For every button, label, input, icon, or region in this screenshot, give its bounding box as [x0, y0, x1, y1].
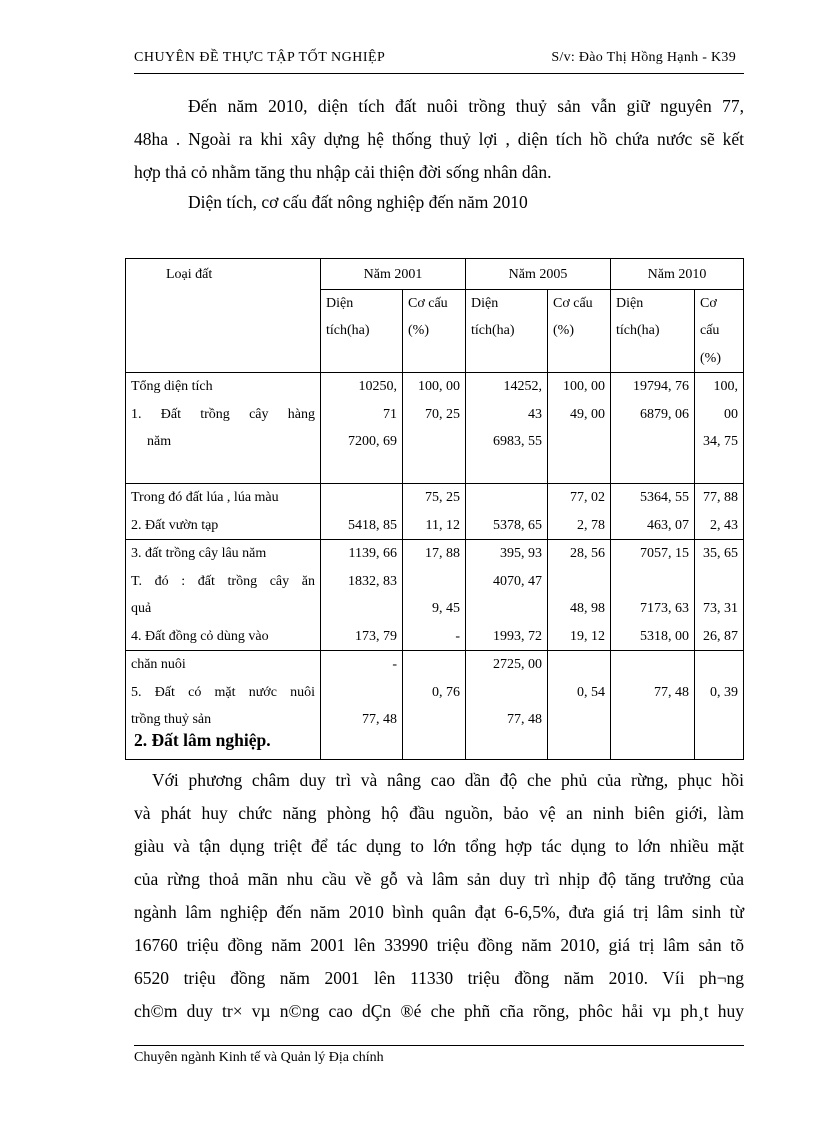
- cell: 75, 25 11, 12: [403, 484, 466, 540]
- paragraph-forestry: [134, 764, 744, 1028]
- cell: 77, 02 2, 78: [548, 484, 611, 540]
- row-label: 3. đất trồng cây lâu năm T. đó : đất trồng cây ăn quả 4. Đất đồng cỏ dùng vào: [126, 540, 321, 651]
- cell: 5418, 85: [321, 484, 403, 540]
- table-row: [126, 484, 744, 540]
- cell: 0, 76: [403, 651, 466, 760]
- subheader-area: Diện tích(ha): [466, 289, 548, 373]
- cell: 100, 00 34, 75: [695, 373, 744, 484]
- col-header-year: Năm 2005: [466, 259, 611, 290]
- row-label: Tổng diện tích 1. Đất trồng cây hàng năm: [126, 373, 321, 484]
- paragraph-line: Đến năm 2010, diện tích đất nuôi trồng thuỷ sản vẫn giữ nguyên 77,: [188, 96, 744, 116]
- cell: 10250, 71 7200, 69: [321, 373, 403, 484]
- col-header-year: Năm 2001: [321, 259, 466, 290]
- paragraph-intro: [134, 90, 744, 189]
- row-label: Trong đó đất lúa , lúa màu 2. Đất vườn tạp: [126, 484, 321, 540]
- paragraph-line: 6520 triệu đồng năm 2001 lên 11330 triệu đồng năm 2010. Víi ph¬ng: [134, 968, 744, 988]
- header-author: S/v: Đào Thị Hồng Hạnh - K39: [551, 50, 736, 65]
- paragraph-line: 16760 triệu đồng năm 2001 lên 33990 triệu đồng năm 2010, giá trị lâm sản tõ: [134, 935, 744, 955]
- cell: 17, 88 9, 45 -: [403, 540, 466, 651]
- cell: 5364, 55 463, 07: [611, 484, 695, 540]
- footer-text: Chuyên ngành Kinh tế và Quản lý Địa chính: [134, 1050, 384, 1065]
- cell: 395, 93 4070, 47 1993, 72: [466, 540, 548, 651]
- subheader-share: Cơ cấu (%): [403, 289, 466, 373]
- paragraph-line: của rừng thoả mãn nhu cầu về gỗ và lâm sản duy trì nhịp độ tăng trưởng của: [134, 869, 744, 889]
- subheader-share: Cơ cấu (%): [695, 289, 744, 373]
- cell: 1139, 66 1832, 83 173, 79: [321, 540, 403, 651]
- subheader-area: Diện tích(ha): [611, 289, 695, 373]
- cell: 35, 65 73, 31 26, 87: [695, 540, 744, 651]
- cell: 77, 88 2, 43: [695, 484, 744, 540]
- cell: 28, 56 48, 98 19, 12: [548, 540, 611, 651]
- paragraph-line: giàu và tận dụng triệt để tác dụng to lớn tổng hợp tác dụng to lớn nhiều mặt: [134, 836, 744, 856]
- row-label: chăn nuôi 5. Đất có mặt nước nuôi trồng thuỷ sản: [126, 651, 321, 760]
- col-header-year: Năm 2010: [611, 259, 744, 290]
- col-header-land-type: Loại đất: [126, 259, 321, 373]
- cell: 100, 00 49, 00: [548, 373, 611, 484]
- paragraph-line: ngành lâm nghiệp đến năm 2010 bình quân đạt 6-6,5%, đưa giá trị lâm sinh từ: [134, 902, 744, 922]
- table-header-row: [126, 259, 744, 290]
- cell: 77, 48: [611, 651, 695, 760]
- section-title: 2. Đất lâm nghiệp.: [134, 730, 271, 750]
- cell: 0, 54: [548, 651, 611, 760]
- subheader-area: Diện tích(ha): [321, 289, 403, 373]
- footer-rule: [134, 1045, 744, 1046]
- paragraph-line: Với phương châm duy trì và nâng cao dần độ che phủ của rừng, phục hồi: [152, 770, 744, 790]
- paragraph-line: 48ha . Ngoài ra khi xây dựng hệ thống thuỷ lợi , diện tích hồ chứa nước sẽ kết: [134, 129, 744, 149]
- table-caption: Diện tích, cơ cấu đất nông nghiệp đến năm 2010: [188, 192, 528, 212]
- paragraph-line: hợp thả cỏ nhằm tăng thu nhập cải thiện đời sống nhân dân.: [134, 162, 552, 182]
- cell: 5378, 65: [466, 484, 548, 540]
- cell: 2725, 00 77, 48: [466, 651, 548, 760]
- table-row: [126, 540, 744, 651]
- header-rule: [134, 73, 744, 74]
- land-table: [125, 258, 744, 760]
- cell: 19794, 76 6879, 06: [611, 373, 695, 484]
- table-row: [126, 373, 744, 484]
- cell: 0, 39: [695, 651, 744, 760]
- cell: 14252, 43 6983, 55: [466, 373, 548, 484]
- cell: - 77, 48: [321, 651, 403, 760]
- cell: 100, 00 70, 25: [403, 373, 466, 484]
- paragraph-line: ch©m duy tr× vµ n©ng cao dÇn ®é che phñ cña rõng, phôc håi vµ ph¸t huy: [134, 1001, 744, 1021]
- header-title: CHUYÊN ĐỀ THỰC TẬP TỐT NGHIỆP: [134, 50, 386, 65]
- cell: 7057, 15 7173, 63 5318, 00: [611, 540, 695, 651]
- paragraph-line: và phát huy chức năng phòng hộ đầu nguồn, bảo vệ an ninh biên giới, làm: [134, 803, 744, 823]
- subheader-share: Cơ cấu (%): [548, 289, 611, 373]
